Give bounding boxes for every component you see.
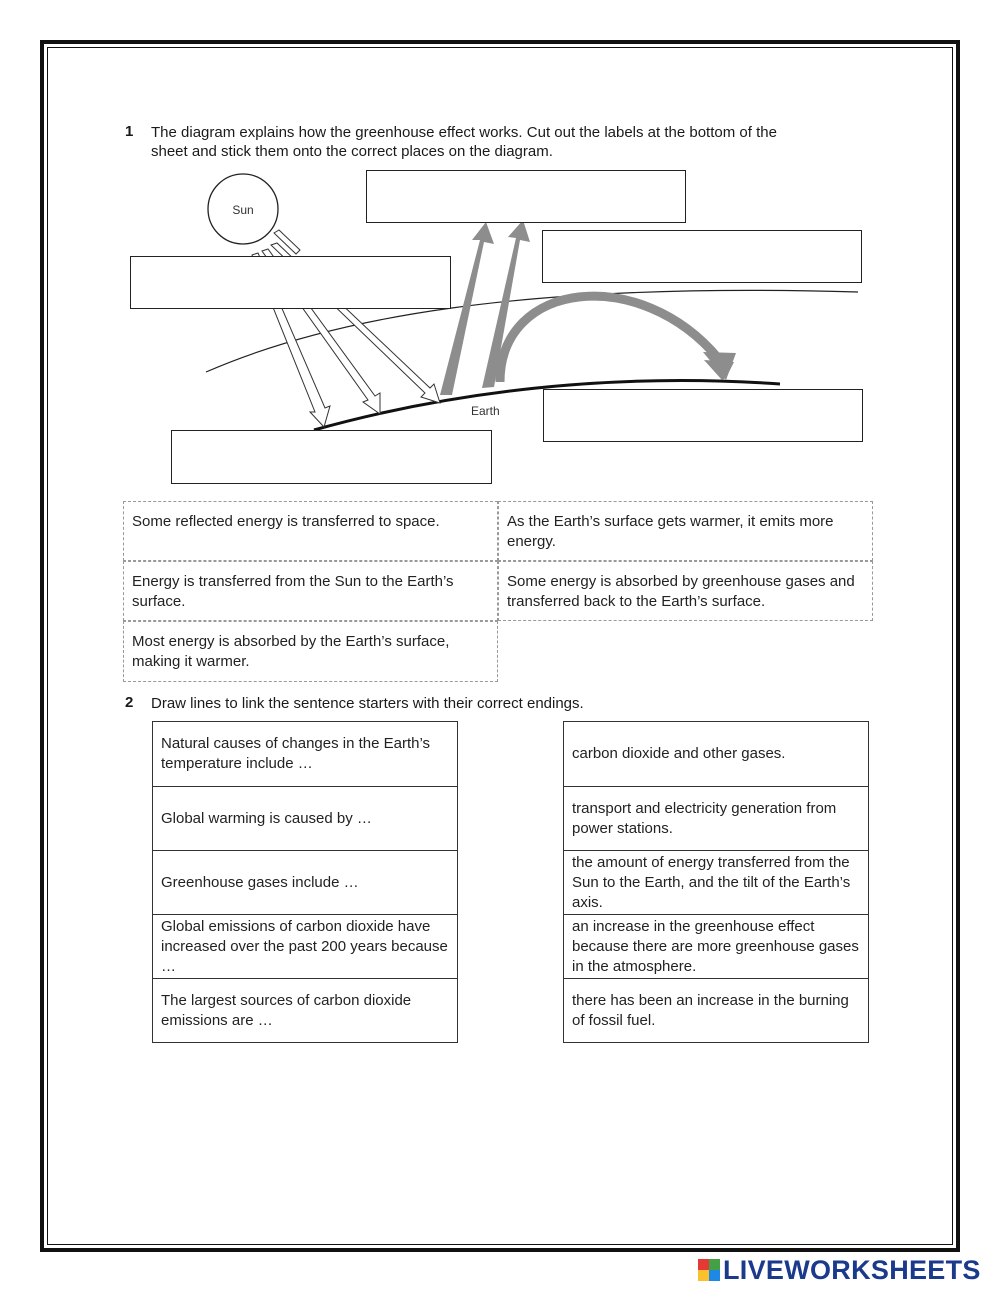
back-radiation-arc [500, 296, 718, 382]
sentence-starter[interactable]: Greenhouse gases include … [153, 851, 457, 915]
question-2-text: Draw lines to link the sentence starters with their correct endings. [151, 695, 584, 712]
sun-label: Sun [232, 203, 254, 217]
brand-name: LIVEWORKSHEETS [723, 1254, 981, 1285]
sentence-ending[interactable]: the amount of energy transferred from the Sun to the Earth, and the tilt of the Earth’s axis. [564, 851, 868, 915]
question-1-number: 1 [125, 123, 134, 140]
diagram-label-box-top[interactable] [366, 170, 686, 223]
diagram-label-box-lower-right[interactable] [543, 389, 863, 442]
sentence-ending[interactable]: an increase in the greenhouse effect because there are more greenhouse gases in the atmosphere. [564, 915, 868, 979]
sentence-starters [152, 721, 458, 1043]
sentence-endings [563, 721, 869, 1043]
diagram-label-box-upper-right[interactable] [542, 230, 862, 283]
sentence-ending[interactable]: carbon dioxide and other gases. [564, 722, 868, 787]
sentence-ending[interactable]: there has been an increase in the burning of fossil fuel. [572, 991, 849, 1029]
earth-label: Earth [471, 404, 500, 418]
sentence-starter[interactable]: Natural causes of changes in the Earth’s temperature include … [153, 722, 457, 787]
diagram-label-box-left[interactable] [130, 256, 451, 309]
diagram-label-box-bottom[interactable] [171, 430, 492, 484]
cutout-label[interactable]: Some reflected energy is transferred to space. [123, 501, 498, 561]
sentence-starter[interactable]: The largest sources of carbon dioxide emissions are … [161, 991, 412, 1029]
liveworksheets-logo[interactable] [698, 1256, 981, 1284]
liveworksheets-icon [698, 1259, 720, 1281]
cutout-label[interactable]: As the Earth’s surface gets warmer, it emits more energy. [498, 501, 873, 561]
sentence-starter[interactable]: Global warming is caused by … [153, 787, 457, 851]
cutout-label[interactable]: Energy is transferred from the Sun to the Earth’s surface. [123, 561, 498, 621]
sentence-starter[interactable]: Global emissions of carbon dioxide have increased over the past 200 years because … [153, 915, 457, 979]
question-2-number: 2 [125, 694, 134, 711]
question-1-line-1: The diagram explains how the greenhouse effect works. Cut out the labels at the bottom of the [151, 124, 777, 141]
sentence-ending[interactable]: transport and electricity generation from power stations. [564, 787, 868, 851]
cutout-label[interactable]: Most energy is absorbed by the Earth’s surface, making it warmer. [123, 621, 498, 682]
cutout-label[interactable]: Some energy is absorbed by greenhouse gases and transferred back to the Earth’s surface. [498, 561, 873, 621]
question-1-line-2: sheet and stick them onto the correct places on the diagram. [151, 143, 553, 160]
